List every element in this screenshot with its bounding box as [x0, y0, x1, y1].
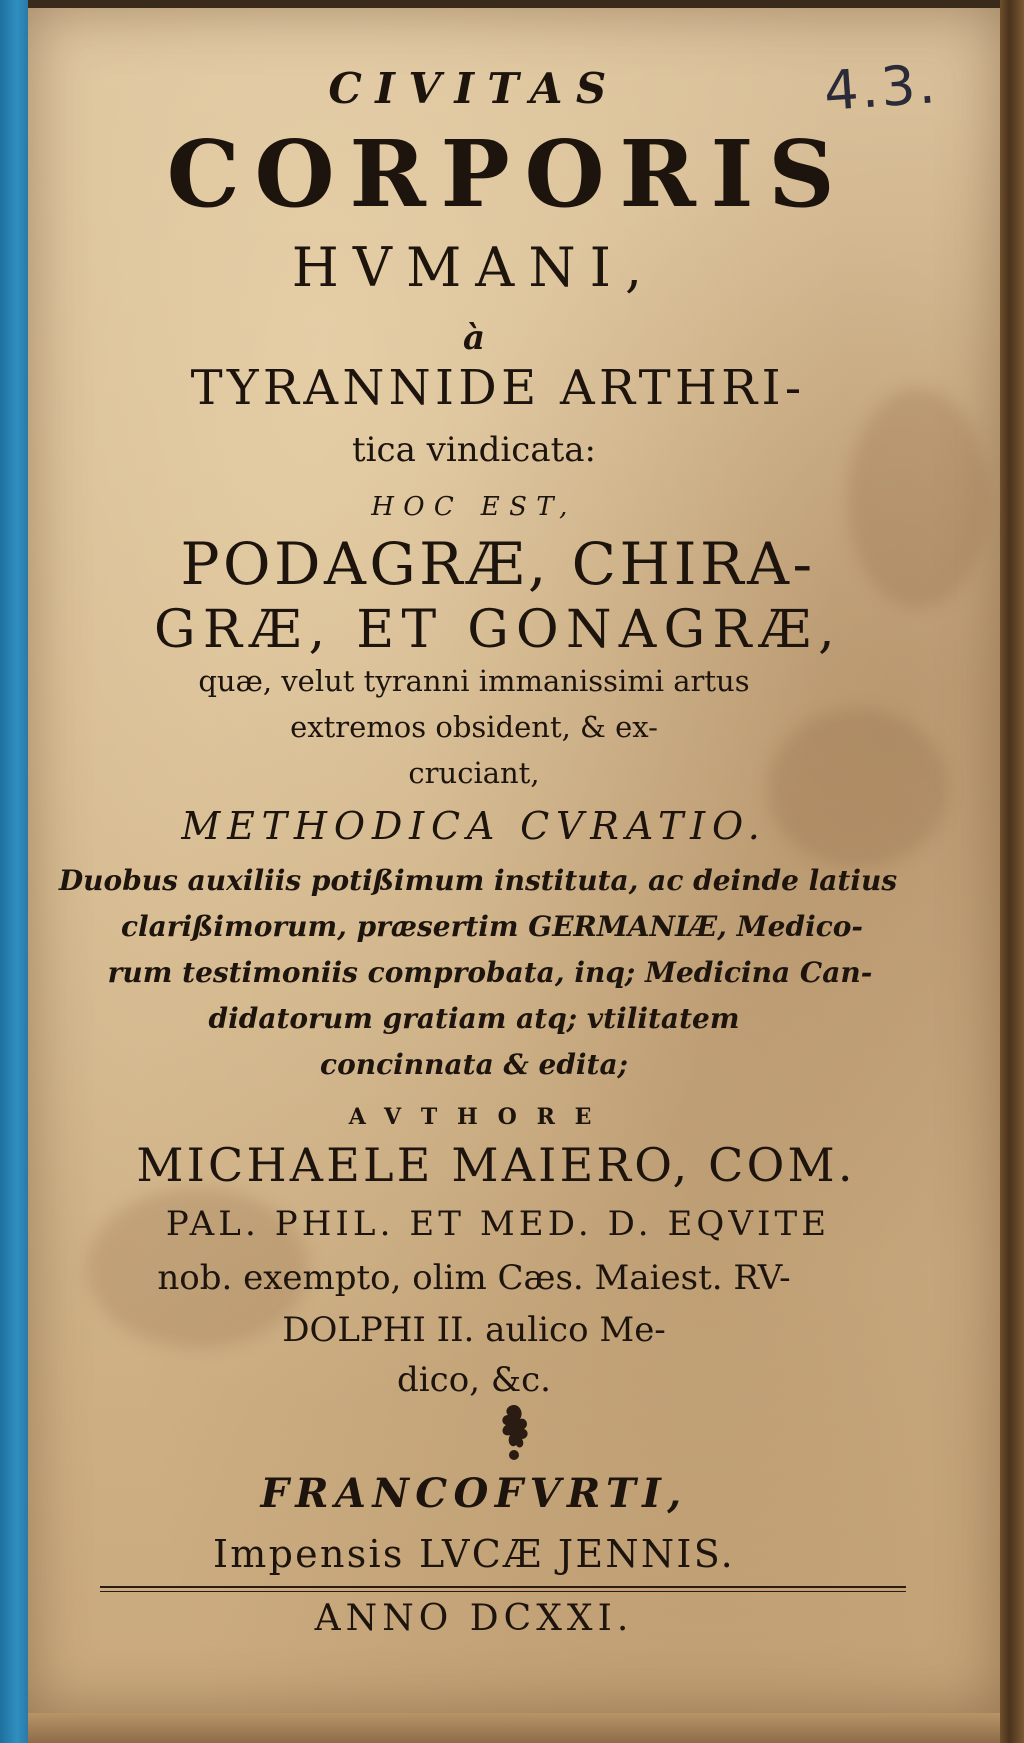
imprint-rule [100, 1591, 906, 1592]
handwritten-shelfmark: 4.3. [822, 52, 941, 123]
description-line-4: didatorum gratiam atq; vtilitatem [208, 1002, 740, 1035]
description-line-1: Duobus auxiliis potißimum instituta, ac deinde latius [58, 864, 898, 897]
page-edge-right [1000, 0, 1024, 1743]
author-line-3: nob. exempto, olim Cæs. Maiest. RV- [157, 1258, 791, 1298]
printer-ornament-icon [490, 1401, 538, 1463]
imprint-publisher: Impensis LVCÆ JENNIS. [212, 1532, 736, 1576]
title-civitas: CIVITAS [328, 64, 620, 113]
title-extremos: extremos obsident, & ex- [290, 710, 658, 744]
description-line-2: clarißimorum, præsertim GERMANIÆ, Medico- [120, 910, 864, 943]
title-quae: quæ, velut tyranni immanissimi artus [198, 664, 750, 698]
title-methodica: METHODICA CVRATIO. [181, 804, 767, 848]
title-hoc-est: HOC EST, [371, 492, 577, 522]
title-vindicata: tica vindicata: [352, 430, 596, 470]
page-edge-bottom [28, 1713, 1000, 1743]
title-chiragrae: GRÆ, ET GONAGRÆ, [154, 600, 842, 660]
title-tyrannide: TYRANNIDE ARTHRI- [190, 360, 806, 416]
description-line-3: rum testimoniis comprobata, inq; Medicina Can- [107, 956, 873, 989]
author-line-5: dico, &c. [397, 1360, 551, 1400]
author-name: MICHAELE MAIERO, COM. [136, 1138, 856, 1192]
imprint-rule [100, 1586, 906, 1588]
title-corporis: CORPORIS [166, 120, 850, 228]
title-cruciant: cruciant, [408, 756, 540, 790]
imprint-year: ANNO DCXXI. [314, 1598, 634, 1639]
title-podagrae: PODAGRÆ, CHIRA- [180, 530, 816, 598]
author-titles: PAL. PHIL. ET MED. D. EQVITE [165, 1204, 831, 1244]
title-humani: HVMANI, [291, 236, 657, 299]
imprint-city: FRANCOFVRTI, [260, 1470, 688, 1517]
title-a: à [462, 318, 486, 358]
title-page [28, 8, 1000, 1713]
description-line-5: concinnata & edita; [320, 1048, 628, 1081]
author-label: AVTHORE [348, 1104, 612, 1130]
author-line-4: DOLPHI II. aulico Me- [282, 1310, 666, 1350]
